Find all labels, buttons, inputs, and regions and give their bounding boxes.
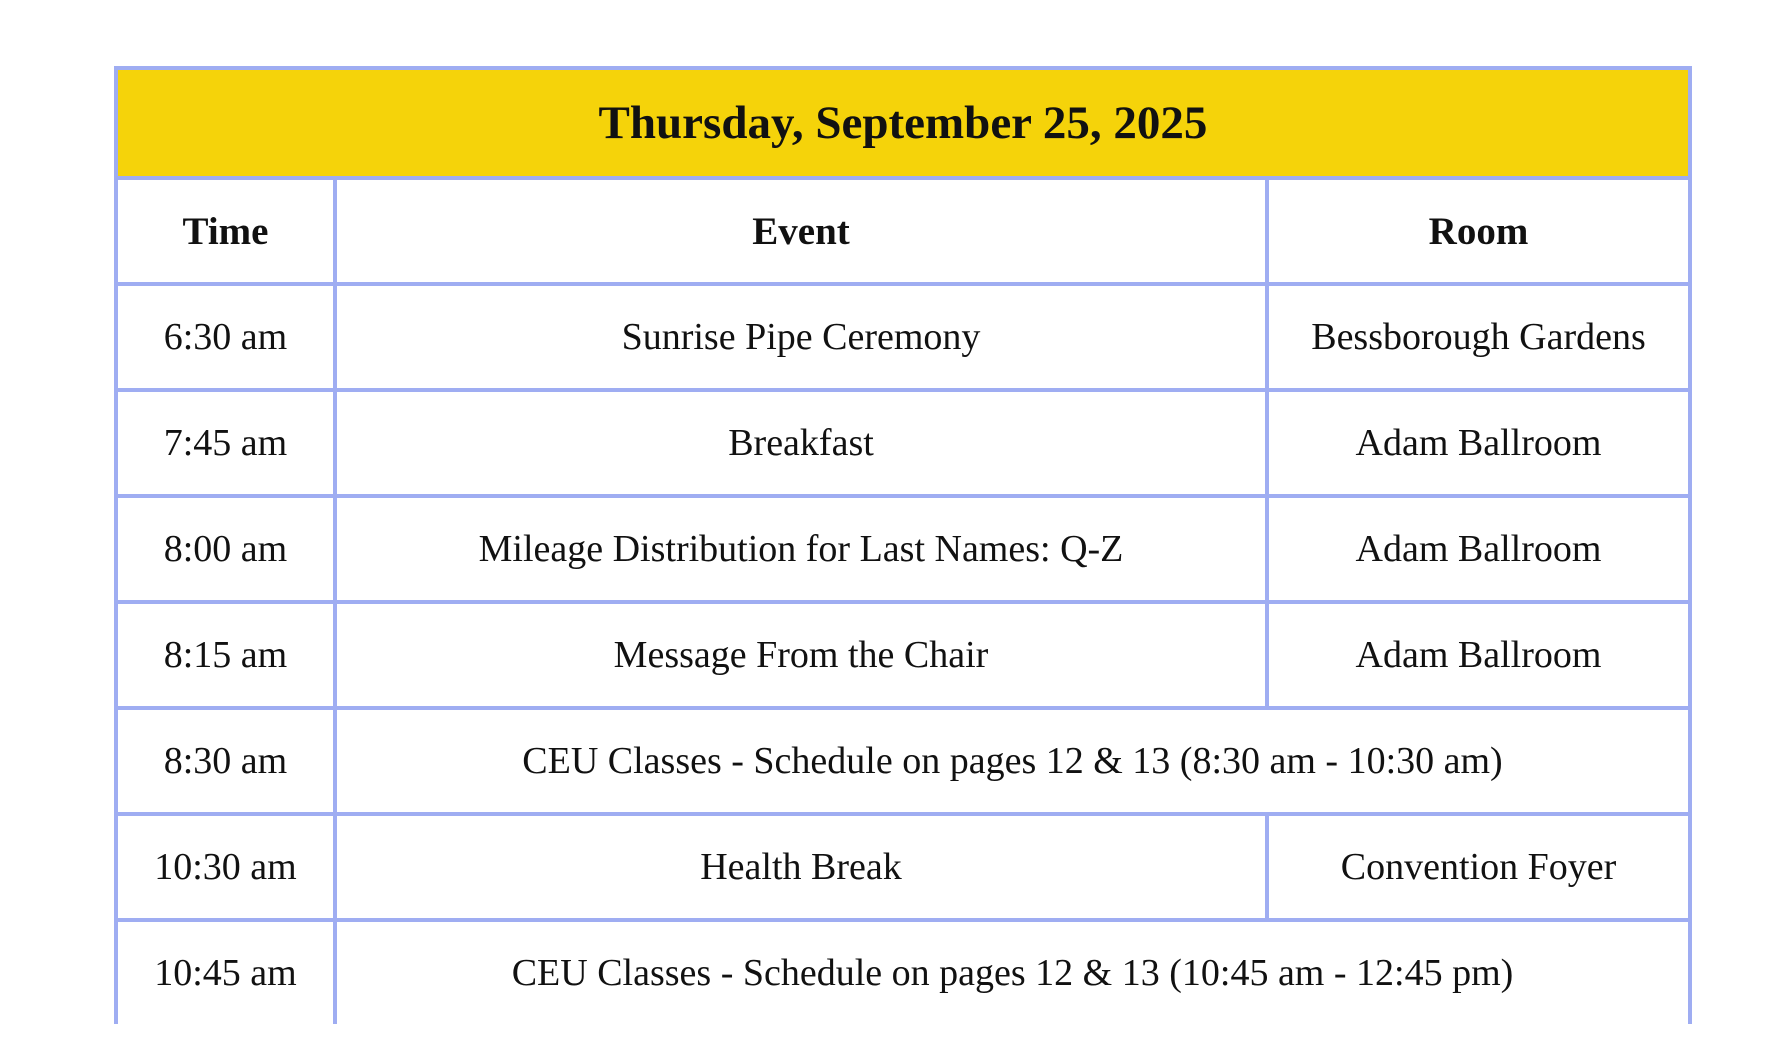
schedule-table xyxy=(114,66,1692,1024)
room-cell: Bessborough Gardens xyxy=(1267,284,1690,390)
time-cell: 8:15 am xyxy=(116,602,335,708)
table-row xyxy=(116,708,1690,814)
column-header-room: Room xyxy=(1267,178,1690,284)
schedule-date-title: Thursday, September 25, 2025 xyxy=(116,68,1690,178)
time-cell: 10:45 am xyxy=(116,920,335,1024)
column-header-time: Time xyxy=(116,178,335,284)
event-cell-spanning: CEU Classes - Schedule on pages 12 & 13 (10:45 am - 12:45 pm) xyxy=(335,920,1690,1024)
table-row xyxy=(116,390,1690,496)
table-row xyxy=(116,814,1690,920)
room-cell: Adam Ballroom xyxy=(1267,496,1690,602)
event-cell-spanning: CEU Classes - Schedule on pages 12 & 13 (8:30 am - 10:30 am) xyxy=(335,708,1690,814)
time-cell: 8:00 am xyxy=(116,496,335,602)
column-header-event: Event xyxy=(335,178,1267,284)
table-row xyxy=(116,920,1690,1024)
time-cell: 8:30 am xyxy=(116,708,335,814)
table-row xyxy=(116,284,1690,390)
room-cell: Adam Ballroom xyxy=(1267,602,1690,708)
room-cell: Convention Foyer xyxy=(1267,814,1690,920)
time-cell: 6:30 am xyxy=(116,284,335,390)
table-row xyxy=(116,602,1690,708)
event-cell: Breakfast xyxy=(335,390,1267,496)
time-cell: 10:30 am xyxy=(116,814,335,920)
event-cell: Health Break xyxy=(335,814,1267,920)
event-cell: Sunrise Pipe Ceremony xyxy=(335,284,1267,390)
schedule-title-row xyxy=(116,68,1690,178)
room-cell: Adam Ballroom xyxy=(1267,390,1690,496)
table-row xyxy=(116,496,1690,602)
column-header-row xyxy=(116,178,1690,284)
time-cell: 7:45 am xyxy=(116,390,335,496)
event-cell: Message From the Chair xyxy=(335,602,1267,708)
event-cell: Mileage Distribution for Last Names: Q-Z xyxy=(335,496,1267,602)
